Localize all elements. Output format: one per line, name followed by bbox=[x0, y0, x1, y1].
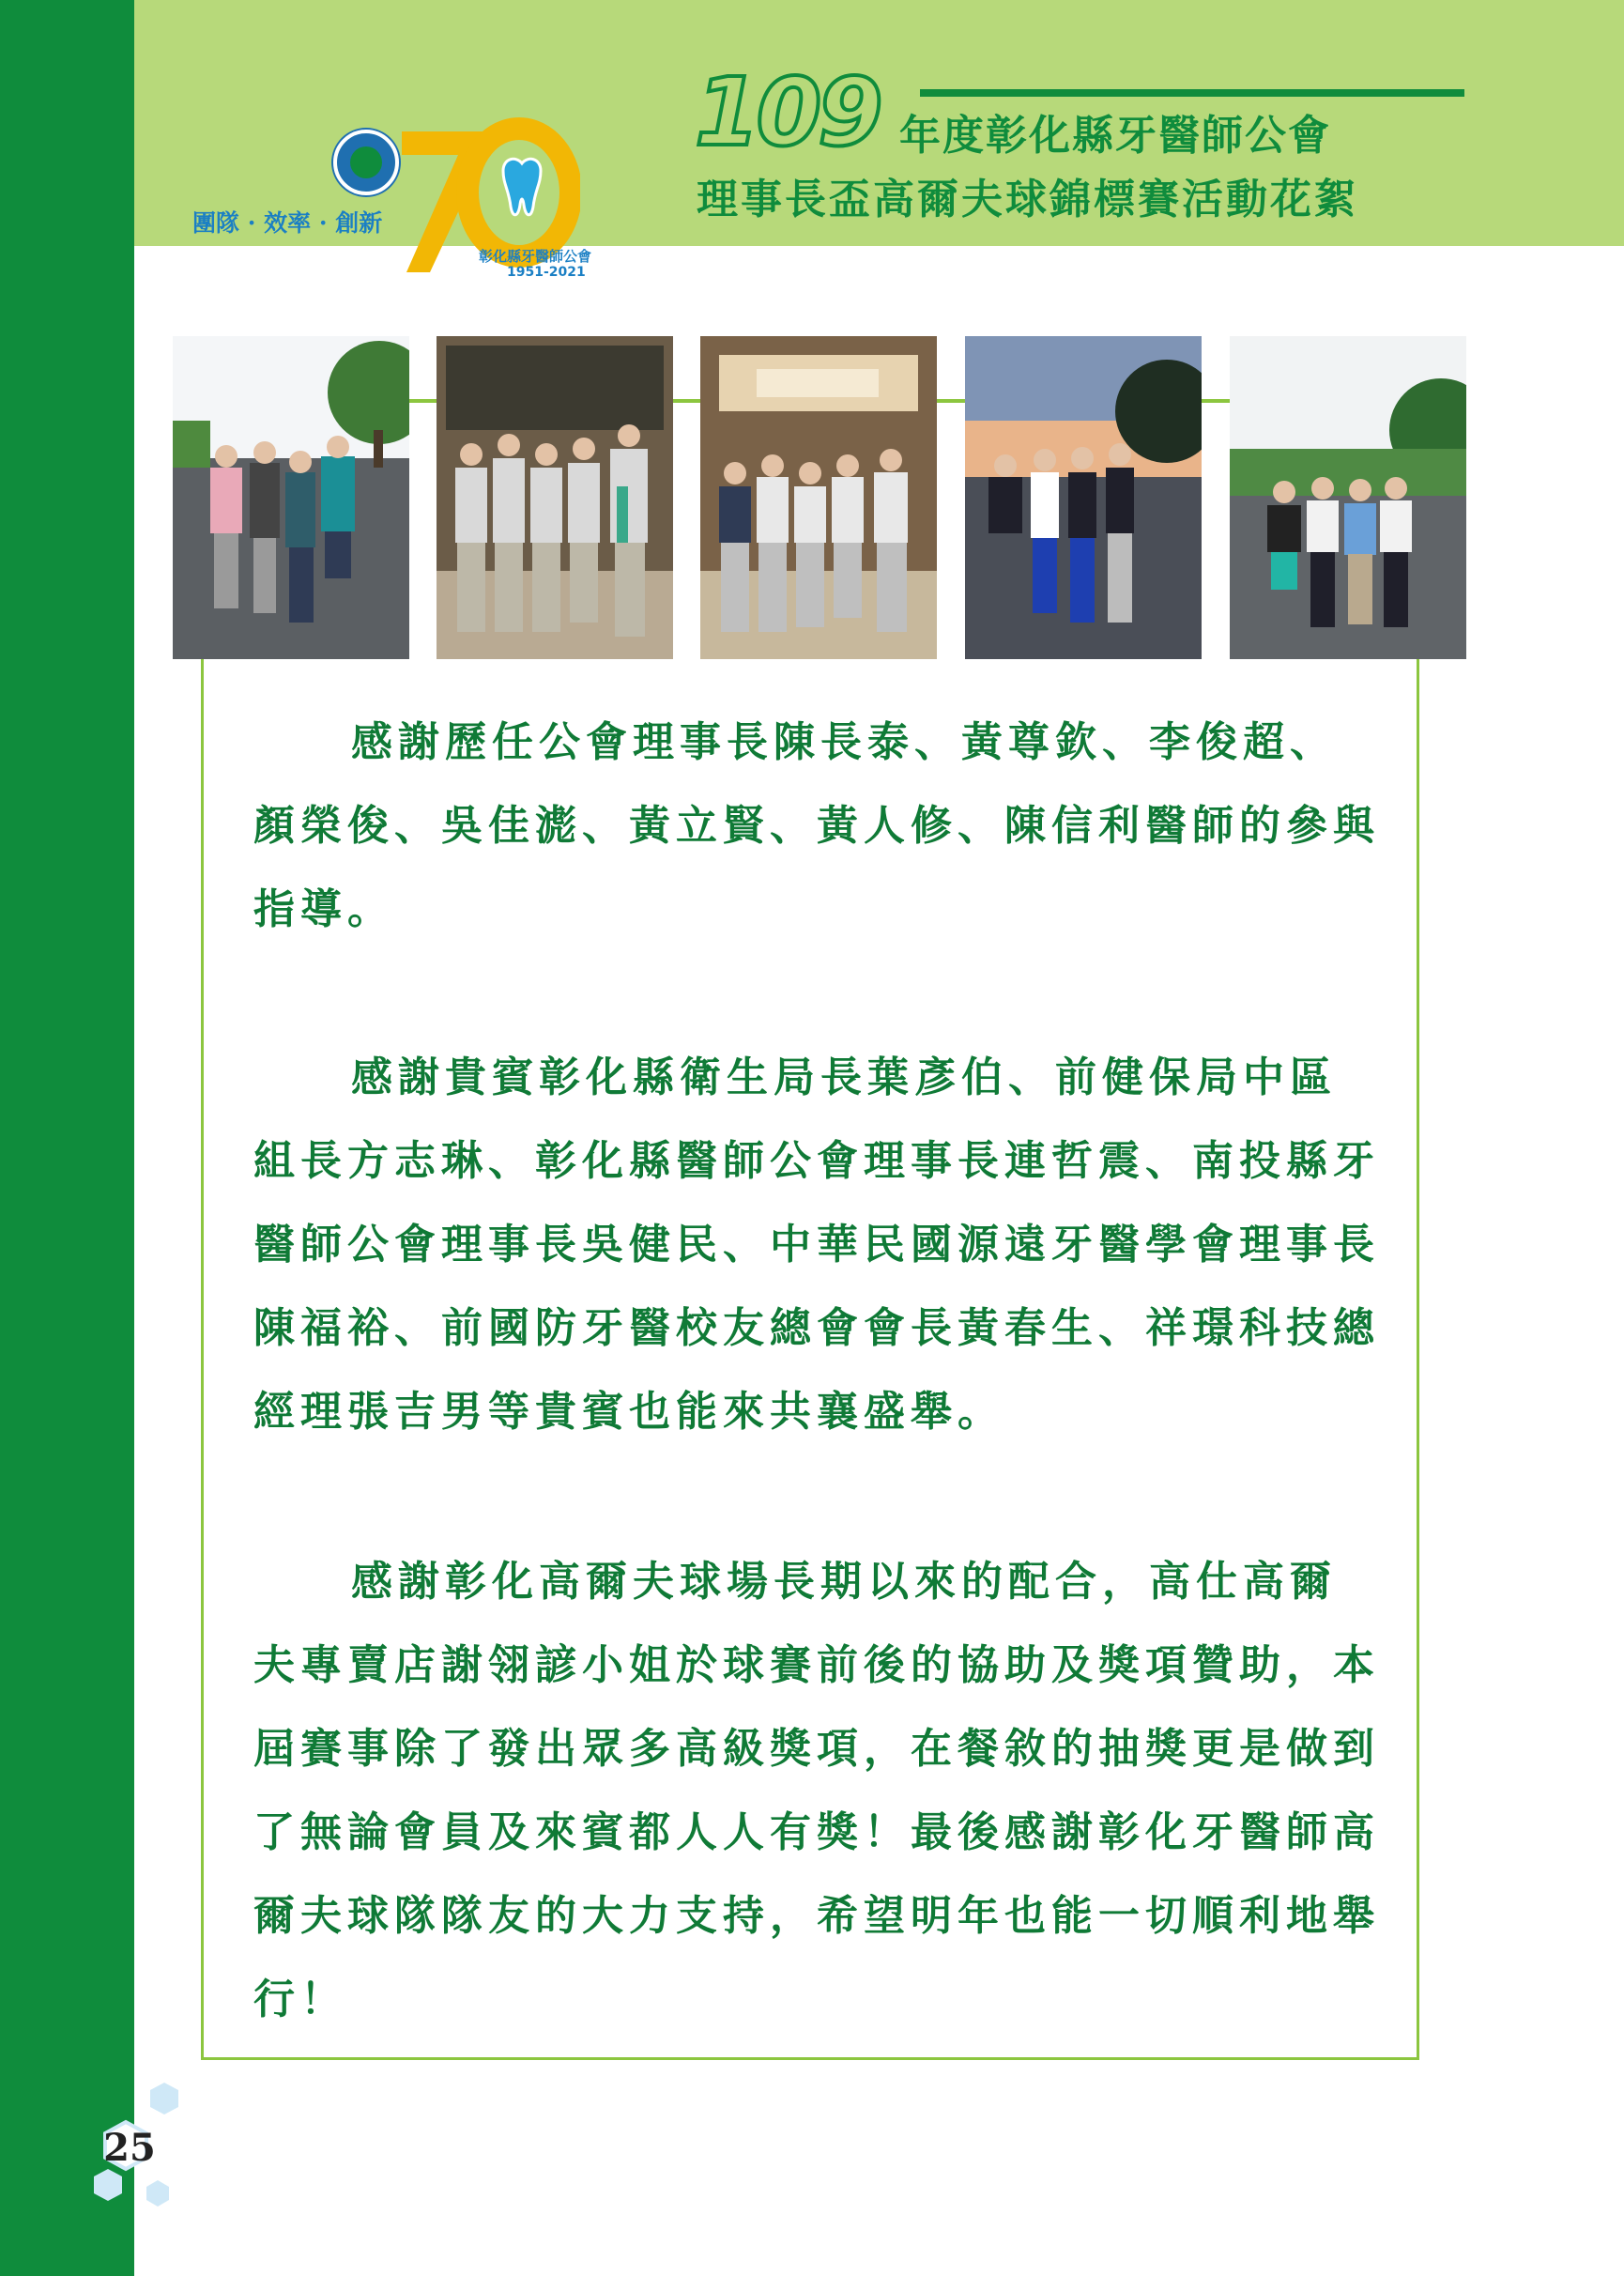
group-photo-course-icon bbox=[1230, 336, 1466, 659]
association-seal-icon bbox=[333, 130, 399, 195]
photo-group-lobby bbox=[437, 336, 673, 659]
paragraph-thanks-presidents: 感謝歷任公會理事長陳長泰、黃尊欽、李俊超、顏榮俊、吳佳滮、黃立賢、黃人修、陳信利醫師的參與指導。 bbox=[253, 718, 1380, 933]
logo-years: 1951-2021 bbox=[507, 265, 586, 280]
photo-group-indoor bbox=[700, 336, 937, 659]
paragraph-thanks-guests: 感謝貴賓彰化縣衛生局長葉彥伯、前健保局中區組長方志琳、彰化縣醫師公會理事長連哲震、南投縣牙醫師公會理事長吳健民、中華民國源遠牙醫學會理事長陳福裕、前國防牙醫校友總會會長黃春生、祥璟科技總經理張吉男等貴賓也能來共襄盛舉。 bbox=[253, 1053, 1380, 1436]
group-photo-lobby-icon bbox=[437, 336, 673, 659]
group-photo-outdoor-icon bbox=[173, 336, 409, 659]
photo-group-course bbox=[1230, 336, 1466, 659]
page-title-line2: 理事長盃高爾夫球錦標賽活動花絮 bbox=[697, 176, 1358, 223]
title-rule bbox=[920, 89, 1464, 97]
title-year-number: 109 bbox=[695, 57, 880, 167]
slogan: 團隊 · 效率 · 創新 bbox=[192, 209, 383, 237]
left-sidebar-band bbox=[0, 0, 134, 2276]
group-photo-indoor-icon bbox=[700, 336, 937, 659]
group-photo-sunset-icon bbox=[965, 336, 1202, 659]
page-title-line1: 年度彰化縣牙醫師公會 bbox=[899, 112, 1331, 160]
photo-group-outdoor bbox=[173, 336, 409, 659]
page-number: 25 bbox=[103, 2126, 156, 2170]
photo-group-sunset bbox=[965, 336, 1202, 659]
logo-org-name: 彰化縣牙醫師公會 bbox=[479, 248, 592, 265]
paragraph-thanks-venue: 感謝彰化高爾夫球場長期以來的配合，高仕高爾夫專賣店謝翎諺小姐於球賽前後的協助及獎項贊助，本屆賽事除了發出眾多高級獎項，在餐敘的抽獎更是做到了無論會員及來賓都人人有獎！最後感謝彰化牙醫師高爾夫球隊隊友的大力支持，希望明年也能一切順利地舉行！ bbox=[253, 1558, 1380, 2023]
